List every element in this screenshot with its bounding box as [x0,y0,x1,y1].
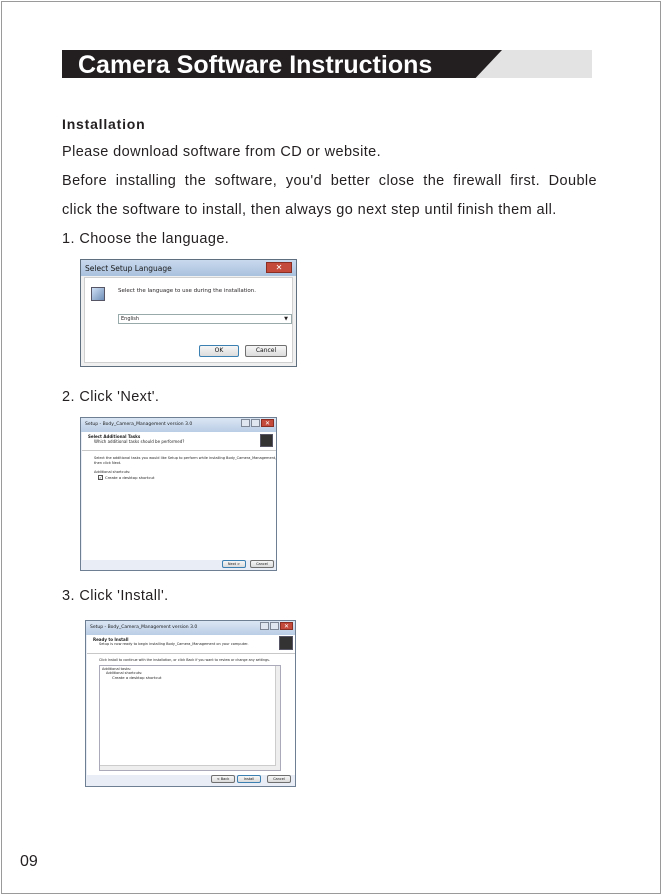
next-button[interactable]: Next > [222,560,246,568]
step-2-text: 2. Click 'Next'. [62,389,160,405]
paragraph-line-2: Before installing the software, you'd better close the firewall first. Double [62,173,597,189]
paragraph-line-1: Please download software from CD or website. [62,144,382,160]
setup-box-icon [279,636,293,650]
install-summary-memo[interactable] [99,665,281,771]
tasks-group-label: Additional shortcuts: [94,470,131,474]
desktop-shortcut-checkbox[interactable]: ✓ [99,475,103,480]
memo-line-3: Create a desktop shortcut [112,675,162,680]
step-1-text: 1. Choose the language. [62,231,230,247]
tasks-dialog-title: Setup - Body_Camera_Management version 3.0 [85,422,193,427]
cancel-button[interactable]: Cancel [267,775,291,783]
step-3-text: 3. Click 'Install'. [62,588,169,604]
header-divider [82,450,276,451]
memo-line-1: Additional tasks: [102,667,132,671]
header-divider [87,653,295,654]
install-subheading: Setup is now ready to begin installing Body_Camera_Management on your computer. [99,642,249,646]
install-dialog-body [87,635,295,775]
tasks-subheading: Which additional tasks should be performed? [94,439,185,444]
back-button[interactable]: < Back [211,775,235,783]
install-button[interactable]: Install [237,775,261,783]
tasks-dialog-body [82,432,276,560]
install-dialog-titlebar [86,621,295,635]
desktop-shortcut-label: Create a desktop shortcut [105,475,155,480]
title-banner [62,50,592,78]
close-icon[interactable]: ✕ [261,419,274,427]
minimize-icon[interactable] [260,622,269,630]
language-dialog-title: Select Setup Language [85,264,172,273]
install-dialog [85,620,296,787]
maximize-icon[interactable] [251,419,260,427]
memo-line-2: Additional shortcuts: [106,671,143,675]
language-select[interactable] [118,314,292,324]
setup-computer-icon [91,287,105,301]
tasks-dialog-titlebar [81,418,276,432]
chevron-down-icon: ▼ [284,316,288,322]
vertical-scrollbar[interactable] [275,666,280,766]
language-message: Select the language to use during the installation. [118,288,256,294]
cancel-button[interactable]: Cancel [250,560,274,568]
tasks-heading: Select Additional Tasks [88,434,141,439]
tasks-instruction-2: then click Next. [94,461,122,465]
section-heading: Installation [62,116,146,132]
setup-box-icon [260,434,273,447]
language-select-value: English [121,316,140,322]
install-heading: Ready to Install [93,637,129,642]
install-dialog-title: Setup - Body_Camera_Management version 3.0 [90,625,198,630]
page-number: 09 [20,853,38,870]
maximize-icon[interactable] [270,622,279,630]
language-dialog [80,259,297,367]
language-dialog-titlebar [81,260,296,276]
install-instruction: Click Install to continue with the installation, or click Back if you want to review or change any settings. [99,658,270,662]
horizontal-scrollbar[interactable] [100,765,280,770]
page-title: Camera Software Instructions [78,51,433,79]
cancel-button[interactable]: Cancel [245,345,287,357]
close-icon[interactable]: ✕ [280,622,293,630]
ok-button[interactable]: OK [199,345,239,357]
tasks-dialog [80,417,277,571]
close-icon[interactable]: ✕ [266,262,292,273]
paragraph-line-3: click the software to install, then always go next step until finish them all. [62,202,557,218]
minimize-icon[interactable] [241,419,250,427]
tasks-instruction-1: Select the additional tasks you would like Setup to perform while installing Body_Camera_Management, [94,456,277,460]
